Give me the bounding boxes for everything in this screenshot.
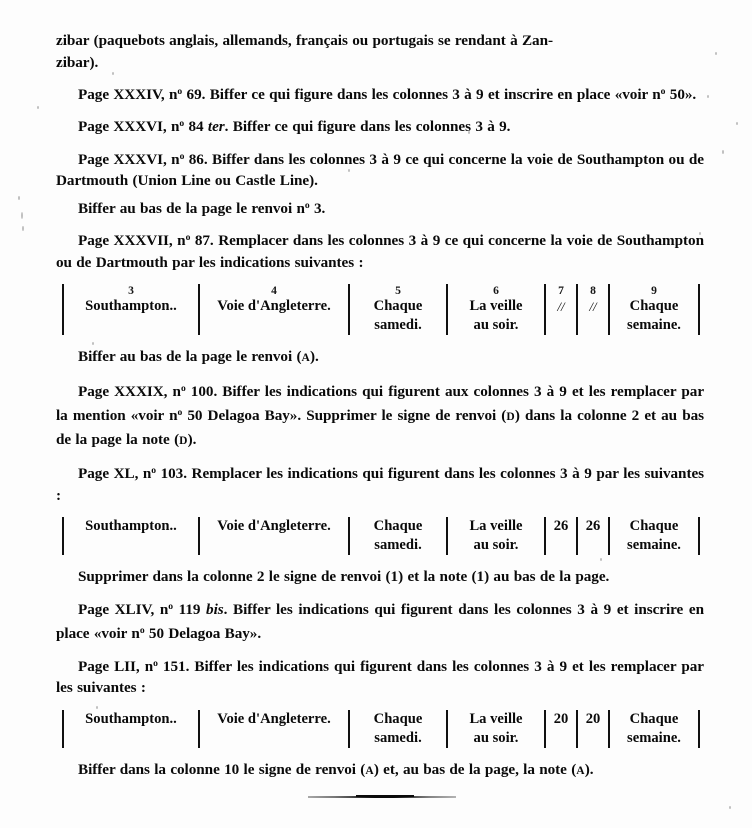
table-3-cell-col5-line2: samedi. — [374, 729, 422, 746]
table-3-cell-col5-line1: Chaque — [373, 710, 423, 727]
table-1-cell-col5 — [349, 297, 447, 335]
table-1-cell-col4 — [199, 297, 349, 335]
tapered-rule-bar — [308, 796, 456, 798]
table-1-header-4: 4 — [199, 284, 349, 297]
table-1-cell-col6-line1: La veille — [469, 298, 523, 315]
tapered-rule-ornament — [56, 790, 704, 806]
table-3-cell-col8 — [577, 710, 609, 748]
scan-speck — [22, 226, 24, 231]
table-1-cell-col3 — [63, 297, 199, 335]
table-3-cell-col3 — [63, 710, 199, 748]
table-3-cell-col5 — [349, 710, 447, 748]
table-2-cell-col4-line1: Voie d'Angleterre. — [217, 518, 331, 535]
table-1-cell-col6-line2: au soir. — [473, 317, 519, 334]
table-2-body-row — [63, 517, 699, 555]
table-3-cell-col4 — [199, 710, 349, 748]
table-3-cell-col6 — [447, 710, 545, 748]
table-2-cell-col8-line2: 26 — [585, 518, 601, 535]
table-3-cell-col9 — [609, 710, 699, 748]
table-3 — [62, 710, 700, 748]
table-2-cell-col9-line1: Chaque — [629, 518, 679, 535]
table-2-cell-col5-line1: Chaque — [373, 518, 423, 535]
scan-speck — [729, 806, 731, 809]
table-2 — [62, 517, 700, 555]
table-3-cell-col9-line2: semaine. — [627, 729, 681, 746]
paragraph-page-lii-151: Page LII, $n^o$ 151. Biffer les indications qui figurent dans les colonnes 3 à 9 et les remplacer par les suivantes : — [56, 657, 704, 697]
table-1-cell-col8 — [577, 297, 609, 335]
table-3-cell-col7-line2: 20 — [553, 710, 569, 727]
paragraph-page-xxxvi-86: Page XXXVI, $n^o$ 86. Biffer dans les colonnes 3 à 9 ce qui concerne la voie de Southampton ou de Dartmouth (Union Line ou Castle Line). — [56, 150, 704, 190]
page-content — [56, 30, 704, 806]
table-3-cell-col6-line2: au soir. — [473, 729, 519, 746]
table-3-cell-col7 — [545, 710, 577, 748]
paragraph-page-xxxvii-87: Page XXXVII, $n^o$ 87. Remplacer dans les colonnes 3 à 9 ce qui concerne la voie de Southampton ou de Dartmouth par les indications suivantes : — [56, 232, 704, 271]
table-1-cell-col8-line2: // — [589, 299, 597, 315]
table-1-cell-col7-line2: // — [557, 299, 565, 315]
table-3-wrapper — [56, 710, 704, 748]
table-1 — [62, 284, 700, 335]
table-2-cell-col6 — [447, 517, 545, 555]
table-1-body-row — [63, 297, 699, 335]
scan-speck — [37, 106, 39, 109]
table-1-cell-col9-line2: semaine. — [627, 317, 681, 334]
table-3-body-row — [63, 710, 699, 748]
table-2-cell-col5-line2: samedi. — [374, 537, 422, 554]
paragraph-zanzibar: zibar (paquebots anglais, allemands, français ou portugais se rendant à Zan- zibar). — [56, 32, 553, 71]
table-2-cell-col3-line1: Southampton.. — [85, 518, 177, 535]
paragraph-supprimer-colonne-2: Supprimer dans la colonne 2 le signe de renvoi (1) et la note (1) au bas de la page. — [78, 568, 610, 586]
table-1-cell-col7 — [545, 297, 577, 335]
table-1-header-7: 7 — [545, 284, 577, 297]
table-1-cell-col3-line1: Southampton.. — [85, 298, 177, 315]
paragraph-page-xliv-119bis: Page XLIV, $n^o$ 119 bis. Biffer les indications qui figurent dans les colonnes 3 à 9 et inscrire en place «voir $n^o$ 50 Delagoa Bay». — [56, 600, 704, 643]
table-2-cell-col7-line2: 26 — [553, 518, 569, 535]
scan-speck — [21, 212, 23, 219]
paragraph-page-xxxvi-84ter: Page XXXVI, $n^o$ 84 ter. Biffer ce qui figure dans les colonnes 3 à 9. — [78, 118, 511, 136]
table-3-cell-col8-line2: 20 — [585, 710, 601, 727]
paragraph-page-xxxix-100: Page XXXIX, $n^o$ 100. Biffer les indications qui figurent aux colonnes 3 à 9 et les remplacer par la mention «voir $n^o$ 50 Delagoa Bay». Supprimer le signe de renvoi (D) dans la colonne 2 et au bas de la page la note (D). — [56, 382, 705, 448]
table-1-header-5: 5 — [349, 284, 447, 297]
table-1-header-9: 9 — [609, 284, 699, 297]
table-2-cell-col6-line2: au soir. — [473, 537, 519, 554]
table-1-cell-col9-line1: Chaque — [629, 298, 679, 315]
table-2-cell-col8 — [577, 517, 609, 555]
table-2-cell-col3 — [63, 517, 199, 555]
scan-speck — [736, 122, 738, 125]
scan-speck — [722, 150, 724, 154]
table-2-cell-col5 — [349, 517, 447, 555]
table-1-wrapper — [56, 284, 704, 335]
scan-speck — [18, 196, 20, 200]
paragraph-page-xl-103: Page XL, $n^o$ 103. Remplacer les indications qui figurent dans les colonnes 3 à 9 par les suivantes : — [56, 465, 705, 504]
table-3-cell-col6-line1: La veille — [469, 710, 523, 727]
table-3-cell-col3-line1: Southampton.. — [85, 710, 177, 727]
table-1-cell-col4-line1: Voie d'Angleterre. — [217, 298, 331, 315]
paragraph-page-xxxiv-69: Page XXXIV, $n^o$ 69. Biffer ce qui figure dans les colonnes 3 à 9 et inscrire en place «voir $n^o$ 50». — [78, 85, 697, 103]
table-1-header-3: 3 — [63, 284, 199, 297]
paragraph-biffer-colonne-10: Biffer dans la colonne 10 le signe de renvoi (A) et, au bas de la page, la note (A). — [78, 760, 594, 778]
table-3-cell-col4-line1: Voie d'Angleterre. — [217, 710, 331, 727]
table-1-header-8: 8 — [577, 284, 609, 297]
table-2-wrapper — [56, 517, 704, 555]
table-1-header-6: 6 — [447, 284, 545, 297]
table-2-cell-col9-line2: semaine. — [627, 537, 681, 554]
scan-speck — [707, 95, 709, 98]
paragraph-biffer-renvoi-a: Biffer au bas de la page le renvoi (A). — [78, 348, 319, 366]
table-1-cell-col9 — [609, 297, 699, 335]
table-3-cell-col9-line1: Chaque — [629, 710, 679, 727]
table-2-cell-col6-line1: La veille — [469, 518, 523, 535]
table-2-cell-col9 — [609, 517, 699, 555]
table-1-cell-col5-line1: Chaque — [373, 298, 423, 315]
paragraph-biffer-renvoi-3: Biffer au bas de la page le renvoi $n^o$ 3. — [78, 199, 326, 217]
table-2-cell-col7 — [545, 517, 577, 555]
table-1-header-row — [63, 284, 699, 297]
table-1-cell-col5-line2: samedi. — [374, 317, 422, 334]
scan-speck — [715, 52, 717, 55]
table-2-cell-col4 — [199, 517, 349, 555]
table-1-cell-col6 — [447, 297, 545, 335]
